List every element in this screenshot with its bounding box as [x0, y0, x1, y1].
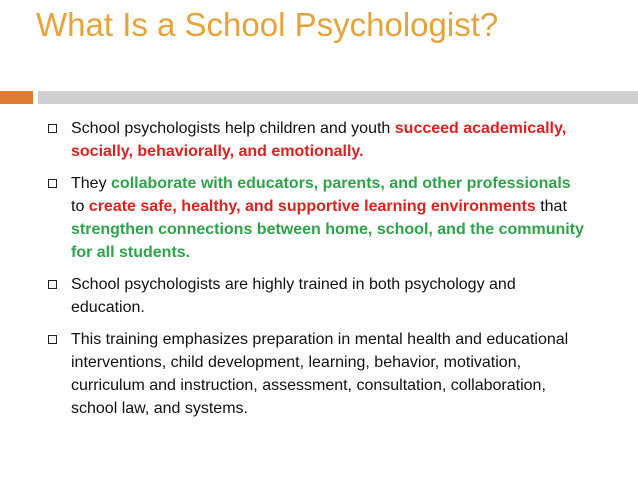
- bullet-text: School psychologists are highly trained in both psychology and education.: [71, 276, 516, 316]
- bullet-item: [48, 273, 588, 319]
- accent-bar: [0, 91, 33, 104]
- bullet-item: [48, 172, 588, 264]
- divider-bar: [38, 91, 638, 104]
- bullet-text: They collaborate with educators, parents, and other professionals to create safe, healthy, and supportive learning environments that strengthen connections between home, school, and the community for all students.: [71, 175, 584, 261]
- bullet-item: [48, 328, 588, 420]
- bullet-item: [48, 117, 588, 163]
- square-bullet-icon: [48, 124, 57, 133]
- bullet-list: [48, 117, 588, 429]
- slide-title: What Is a School Psychologist?: [36, 6, 499, 43]
- square-bullet-icon: [48, 280, 57, 289]
- bullet-text: School psychologists help children and youth succeed academically, socially, behaviorally, and emotionally.: [71, 120, 567, 160]
- highlight-red: succeed academically, socially, behaviorally, and emotionally.: [71, 120, 567, 160]
- bullet-text: This training emphasizes preparation in mental health and educational interventions, child development, learning, behavior, motivation, curriculum and instruction, assessment, consultation, collaboration, school law, and systems.: [71, 331, 569, 417]
- highlight-green: strengthen connections between home, school, and the community for all students.: [71, 221, 584, 261]
- highlight-green: collaborate with educators, parents, and other professionals: [111, 175, 571, 192]
- highlight-red: create safe, healthy, and supportive learning environments: [88, 198, 536, 215]
- square-bullet-icon: [48, 179, 57, 188]
- square-bullet-icon: [48, 335, 57, 344]
